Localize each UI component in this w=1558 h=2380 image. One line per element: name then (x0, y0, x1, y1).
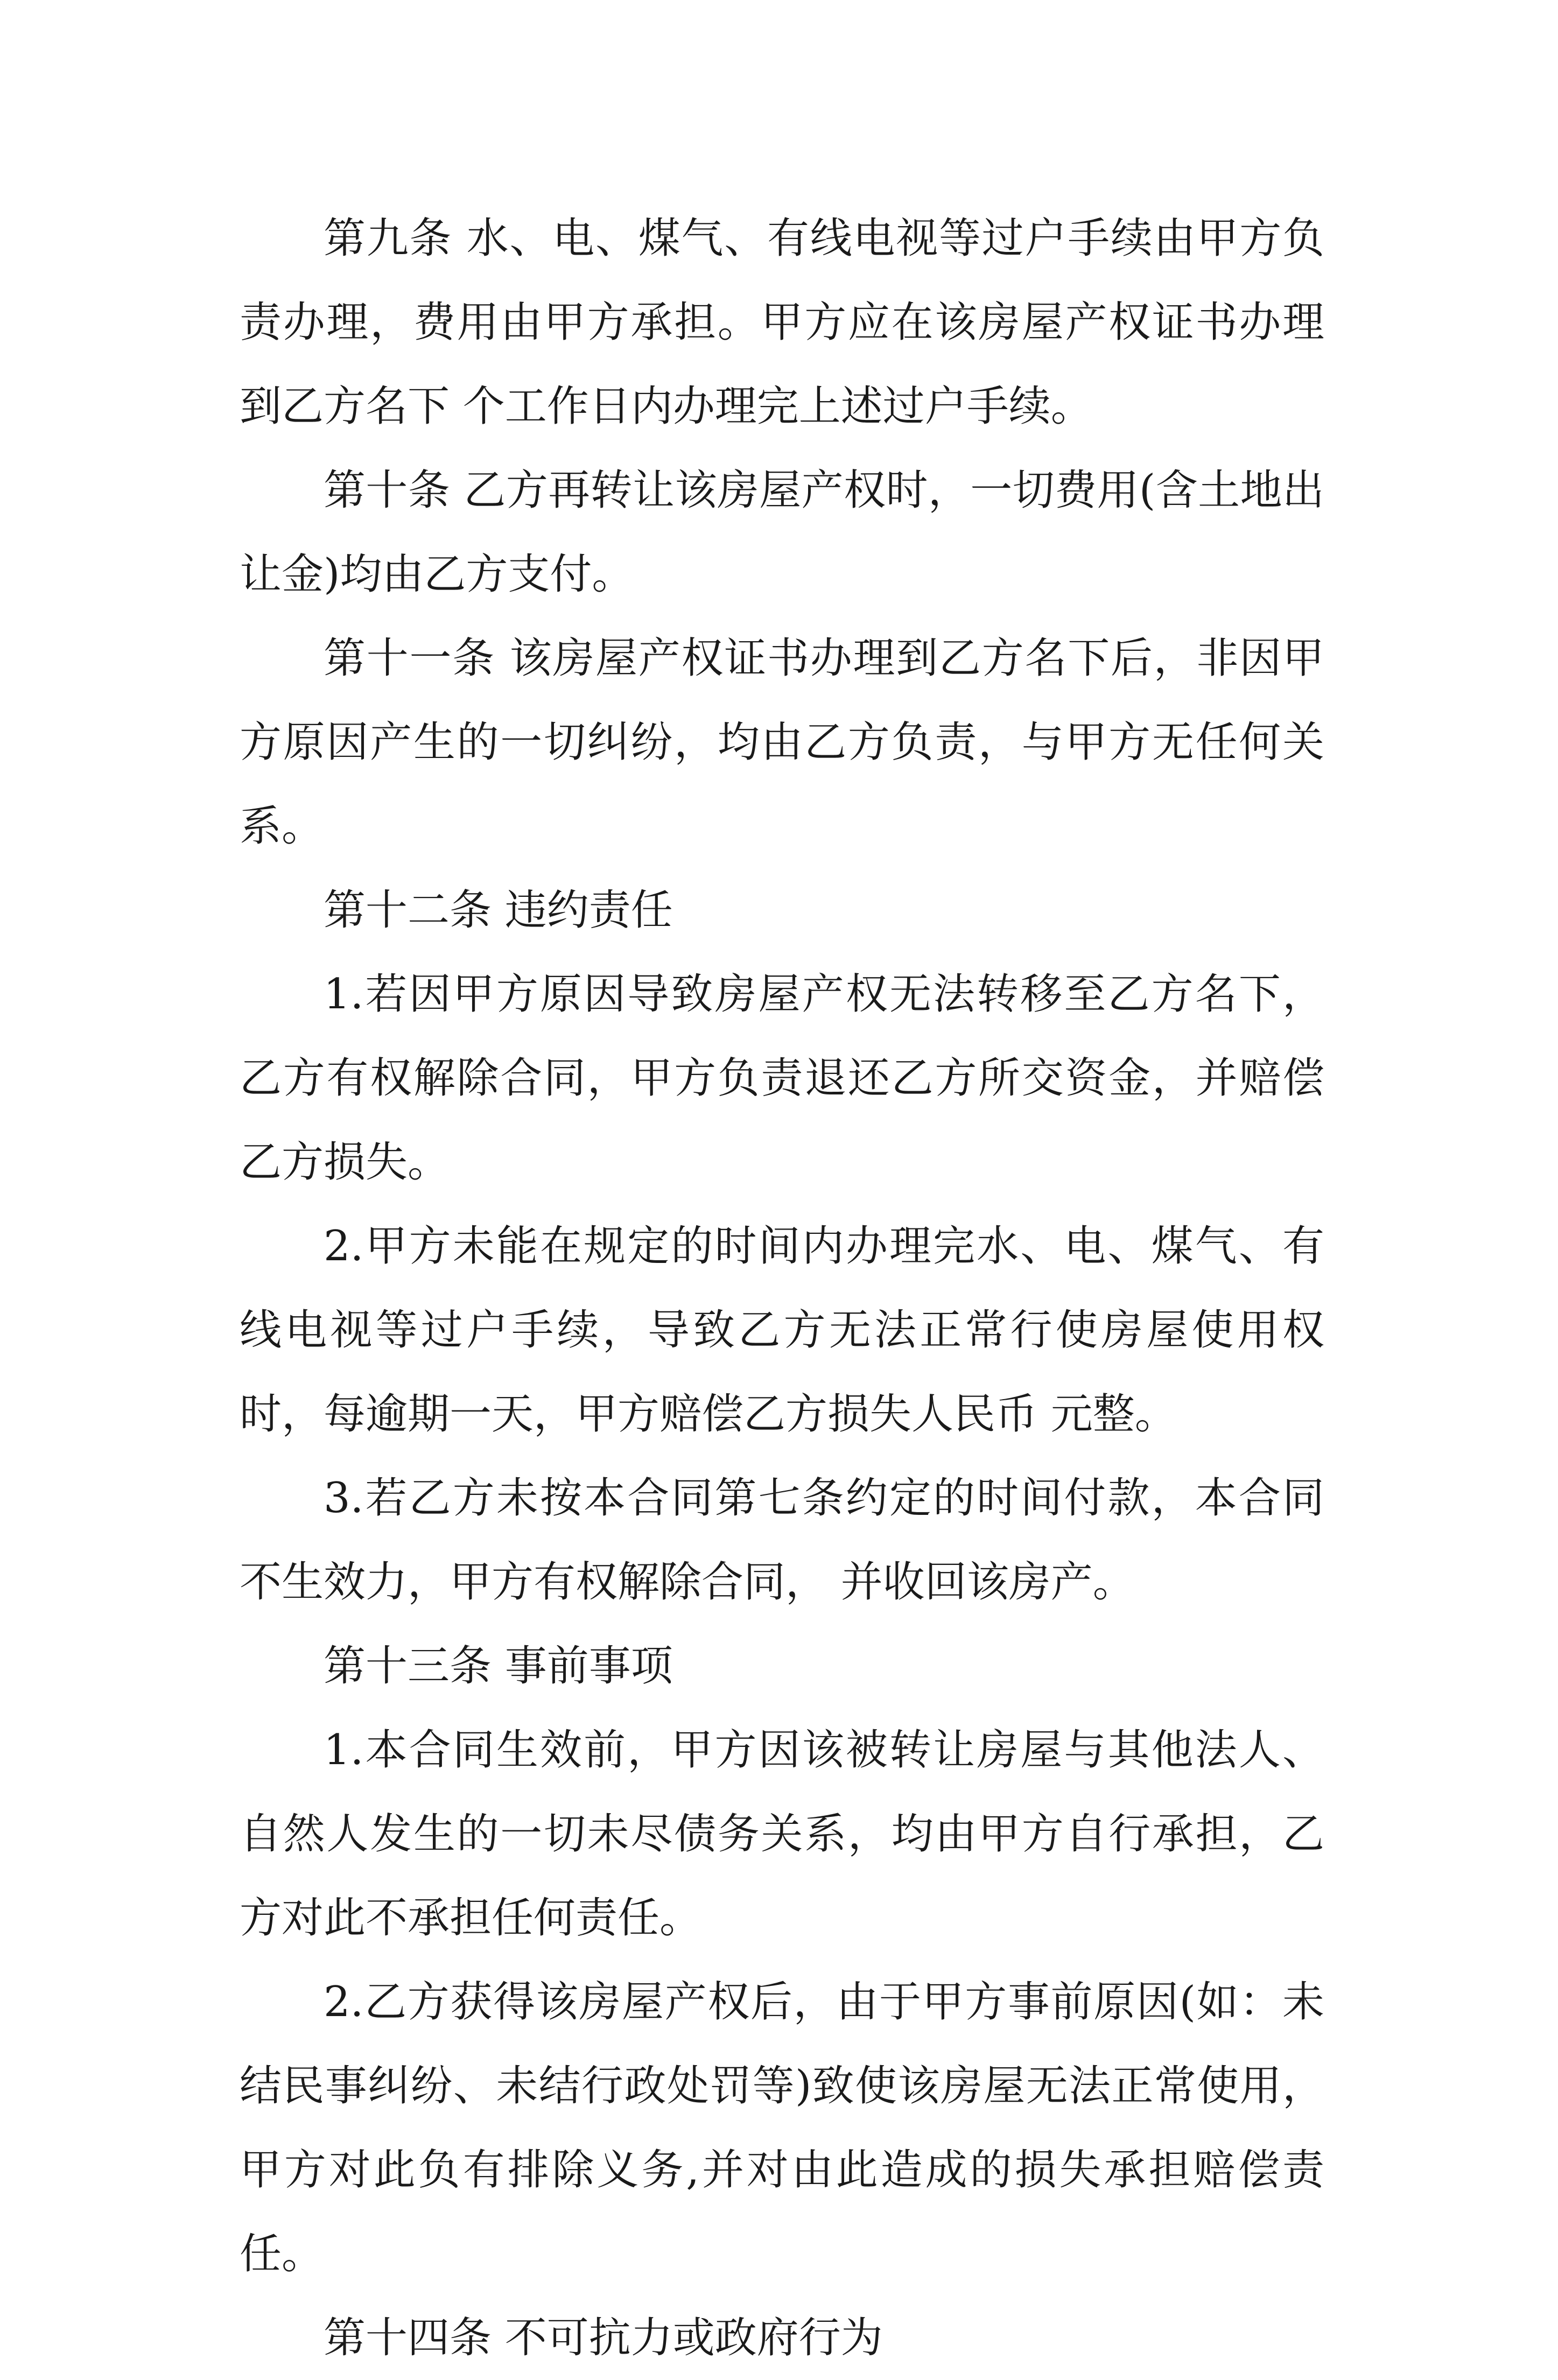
article-13-item-2: 2.乙方获得该房屋产权后，由于甲方事前原因(如：未结民事纠纷、未结行政处罚等)致使该房屋无法正常使用，甲方对此负有排除义务,并对由此造成的损失承担赔偿责任。 (240, 1978, 1324, 2278)
article-13-heading: 第十三条 事前事项 (324, 1642, 673, 1690)
article-13-item-1: 1.本合同生效前，甲方因该被转让房屋与其他法人、自然人发生的一切未尽债务关系，均由甲方自行承担，乙方对此不承担任何责任。 (240, 1726, 1324, 1942)
article-9-paragraph: 第九条 水、电、煤气、有线电视等过户手续由甲方负责办理，费用由甲方承担。甲方应在该房屋产权证书办理到乙方名下 个工作日内办理完上述过户手续。 (240, 214, 1324, 431)
article-10-paragraph: 第十条 乙方再转让该房屋产权时，一切费用(含土地出让金)均由乙方支付。 (240, 466, 1324, 599)
article-14-heading: 第十四条 不可抗力或政府行为 (324, 2314, 883, 2362)
article-12-item-3: 3.若乙方未按本合同第七条约定的时间付款，本合同不生效力，甲方有权解除合同， 并收回该房产。 (240, 1474, 1324, 1606)
document-body (240, 196, 1324, 2380)
article-12-item-1: 1.若因甲方原因导致房屋产权无法转移至乙方名下，乙方有权解除合同，甲方负责退还乙方所交资金，并赔偿乙方损失。 (240, 970, 1324, 1187)
article-11-paragraph: 第十一条 该房屋产权证书办理到乙方名下后，非因甲方原因产生的一切纠纷，均由乙方负责，与甲方无任何关系。 (240, 634, 1324, 851)
article-12-heading: 第十二条 违约责任 (324, 886, 673, 935)
article-12-item-2: 2.甲方未能在规定的时间内办理完水、电、煤气、有线电视等过户手续，导致乙方无法正常行使房屋使用权时，每逾期一天，甲方赔偿乙方损失人民币 元整。 (240, 1222, 1324, 1438)
